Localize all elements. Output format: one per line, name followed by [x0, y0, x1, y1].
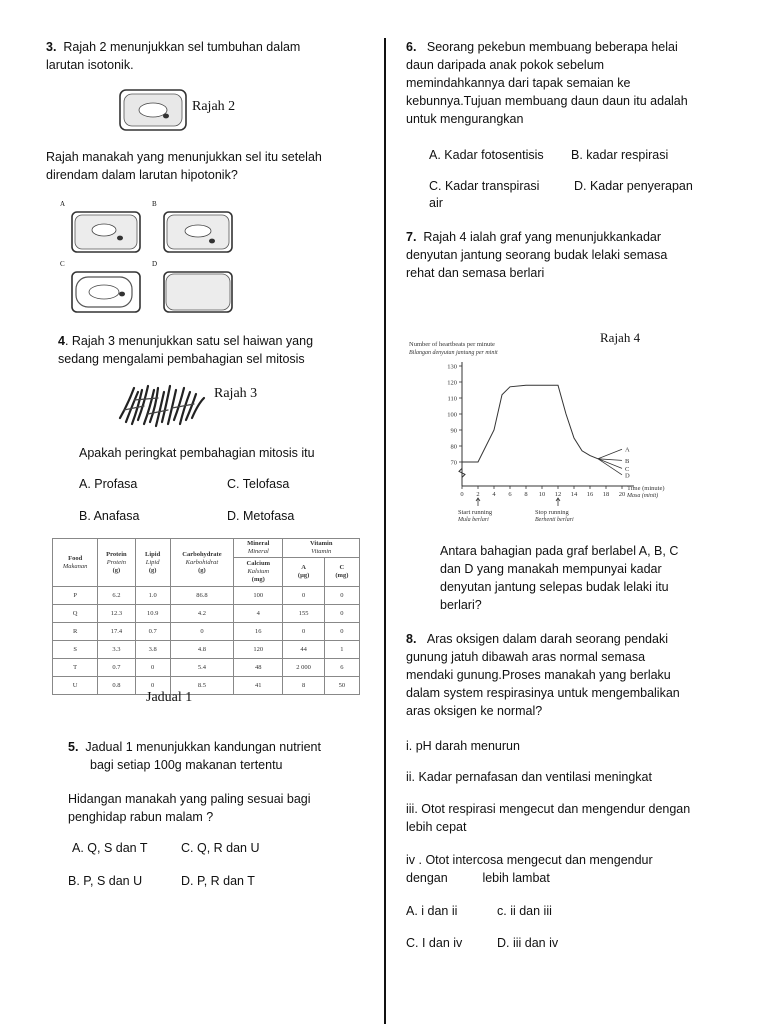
option-label-c: C: [60, 260, 65, 268]
x-tick-label: 8: [524, 491, 528, 498]
table-row: R 17.4 0.7 0 16 0 0: [53, 623, 360, 641]
q4-option-c: C. Telofasa: [227, 477, 290, 491]
table-caption: Jadual 1: [146, 690, 193, 705]
q6-option-d: D. Kadar penyerapan: [574, 179, 693, 193]
branch-label-b: B: [625, 457, 630, 465]
mitosis-chromosomes-image: [114, 380, 210, 430]
rajah2-label: Rajah 2: [192, 99, 236, 114]
branch-label-a: A: [625, 446, 630, 454]
q8-statement-3: iii. Otot respirasi mengecut dan mengendur dengan lebih cepat: [406, 802, 691, 834]
q4-option-d: D. Metofasa: [227, 509, 295, 523]
q7-text: 7. Rajah 4 ialah graf yang menunjukkankadar denyutan jantung seorang budak lelaki semasa rehat dan semasa berlari: [406, 230, 668, 280]
option-label-d: D: [152, 260, 158, 268]
chart-ylabel: Number of heartbeats per minute: [409, 341, 495, 348]
q8-option-d: D. iii dan iv: [497, 936, 559, 950]
q6-option-d-cont: air: [429, 196, 443, 210]
q3-options-figure: [58, 196, 238, 318]
q6-option-b: B. kadar respirasi: [571, 148, 669, 162]
cell-option-d-image: [162, 270, 234, 314]
series-line: [462, 385, 598, 462]
nutrient-table-wrapper: [52, 538, 360, 695]
branch-label-c: C: [625, 465, 630, 473]
header-mineral: Mineral Mineral: [234, 539, 283, 558]
y-tick-label: 110: [447, 395, 457, 403]
table-row: S 3.3 3.8 4.8 120 44 1: [53, 641, 360, 659]
table-row: T 0.7 0 5.4 48 2 000 6: [53, 659, 360, 677]
chart-ylabel-my: Bilangan denyutan jantung per minit: [409, 350, 498, 356]
q3-question: Rajah manakah yang menunjukkan sel itu setelah direndam dalam larutan hipotonik?: [46, 150, 322, 182]
annotation-start: Start running: [458, 509, 493, 516]
rajah2-figure: [118, 88, 188, 135]
chart-xlabel-my: Masa (minit): [627, 493, 659, 499]
q7-question: Antara bahagian pada graf berlabel A, B, C dan D yang manakah mempunyai kadar denyutan jantung selepas budak lelaki itu berlari?: [440, 544, 679, 612]
q4-option-b: B. Anafasa: [79, 509, 140, 523]
nutrient-table: [52, 538, 360, 695]
rajah3-figure: [114, 380, 210, 433]
q5-option-b: B. P, S dan U: [68, 874, 143, 888]
x-tick-label: 2: [476, 491, 480, 498]
branch-label-d: D: [625, 472, 630, 480]
q5-option-a: A. Q, S dan T: [72, 841, 148, 855]
q4-question: Apakah peringkat pembahagian mitosis itu: [79, 446, 315, 460]
header-protein: Protein Protein (g): [98, 539, 135, 587]
header-carbohydrate: Carbohydrate Karbohidrat (g): [170, 539, 233, 587]
q5-option-c: C. Q, R dan U: [181, 841, 260, 855]
y-tick-label: 130: [447, 363, 457, 371]
x-tick-label: 0: [460, 491, 464, 498]
q8-number: 8.: [406, 632, 417, 646]
q8-statement-4: iv . Otot intercosa mengecut dan mengendur dengan lebih lambat: [406, 853, 653, 885]
q8-text: 8. Aras oksigen dalam darah seorang pendaki gunung jatuh dibawah aras normal semasa mendaki gunung.Proses manakah yang berlaku dalam system respirasinya untuk mengembalikan aras oksigen ke normal?: [406, 632, 680, 718]
column-divider: [384, 38, 386, 1024]
plant-cell-isotonic-image: [118, 88, 188, 132]
table-row: U 0.8 0 8.5 41 8 50: [53, 677, 360, 695]
q8-statement-1: i. pH darah menurun: [406, 739, 520, 753]
q5-option-d: D. P, R dan T: [181, 874, 255, 888]
q6-text: 6. Seorang pekebun membuang beberapa helai daun daripada anak pokok sebelum memindahkannya dari tapak semaian ke kebunnya.Tujuan membuang daun daun itu adalah untuk mengurangkan: [406, 40, 688, 126]
option-label-b: B: [152, 200, 157, 208]
y-tick-label: 70: [450, 459, 457, 467]
q6-option-c: C. Kadar transpirasi: [429, 179, 540, 193]
q4-option-a: A. Profasa: [79, 477, 138, 491]
heartbeat-chart: [400, 322, 665, 532]
cell-option-a-image: [70, 210, 142, 254]
x-tick-label: 14: [570, 491, 578, 498]
q4-number: 4: [58, 334, 65, 348]
q4-text: 4. Rajah 3 menunjukkan satu sel haiwan yang sedang mengalami pembahagian sel mitosis: [58, 334, 314, 366]
x-tick-label: 6: [508, 491, 512, 498]
q6-number: 6.: [406, 40, 417, 54]
y-tick-label: 120: [447, 379, 457, 387]
x-tick-label: 10: [538, 491, 546, 498]
y-tick-label: 100: [447, 411, 457, 419]
option-label-a: A: [60, 200, 66, 208]
header-calcium: Calcium Kalsium (mg): [234, 558, 283, 587]
annotation-start-my: Mula berlari: [458, 517, 489, 523]
y-tick-label: 90: [450, 427, 457, 435]
q6-option-a: A. Kadar fotosentisis: [429, 148, 544, 162]
q3-number: 3.: [46, 40, 57, 54]
header-food: Food Makanan: [53, 539, 98, 587]
cell-option-c-image: [70, 270, 142, 314]
x-tick-label: 18: [602, 491, 610, 498]
chart-title: Rajah 4: [600, 330, 641, 345]
header-vitamin-c: C (mg): [324, 558, 359, 587]
cell-option-b-image: [162, 210, 234, 254]
q8-option-a: A. i dan ii: [406, 904, 458, 918]
q5-number: 5.: [68, 740, 79, 754]
rajah3-label: Rajah 3: [214, 386, 258, 401]
x-tick-label: 16: [586, 491, 594, 498]
y-tick-label: 80: [450, 443, 457, 451]
annotation-stop-my: Berhenti berlari: [535, 517, 574, 523]
annotation-stop: Stop running: [535, 509, 569, 516]
header-lipid: Lipid Lipid (g): [135, 539, 170, 587]
q8-statement-2: ii. Kadar pernafasan dan ventilasi meningkat: [406, 770, 652, 784]
header-vitamin: Vitamin Vitamin: [283, 539, 360, 558]
x-tick-label: 12: [554, 491, 562, 498]
q5-question: Hidangan manakah yang paling sesuai bagi penghidap rabun malam ?: [68, 792, 311, 824]
q3-text: 3. Rajah 2 menunjukkan sel tumbuhan dalam larutan isotonik.: [46, 40, 301, 72]
x-tick-label: 20: [618, 491, 626, 498]
q8-option-b: c. ii dan iii: [497, 904, 552, 918]
x-tick-label: 4: [492, 491, 496, 498]
table-row: Q 12.3 10.9 4.2 4 155 0: [53, 605, 360, 623]
branch-line-a: [598, 449, 622, 459]
chart-xlabel: Time (minute): [627, 485, 665, 492]
q8-option-c: C. I dan iv: [406, 936, 463, 950]
q7-number: 7.: [406, 230, 417, 244]
header-vitamin-a: A (µg): [283, 558, 324, 587]
q5-text: 5. Jadual 1 menunjukkan kandungan nutrient bagi setiap 100g makanan tertentu: [68, 740, 321, 772]
table-row: P 6.2 1.0 86.8 100 0 0: [53, 587, 360, 605]
